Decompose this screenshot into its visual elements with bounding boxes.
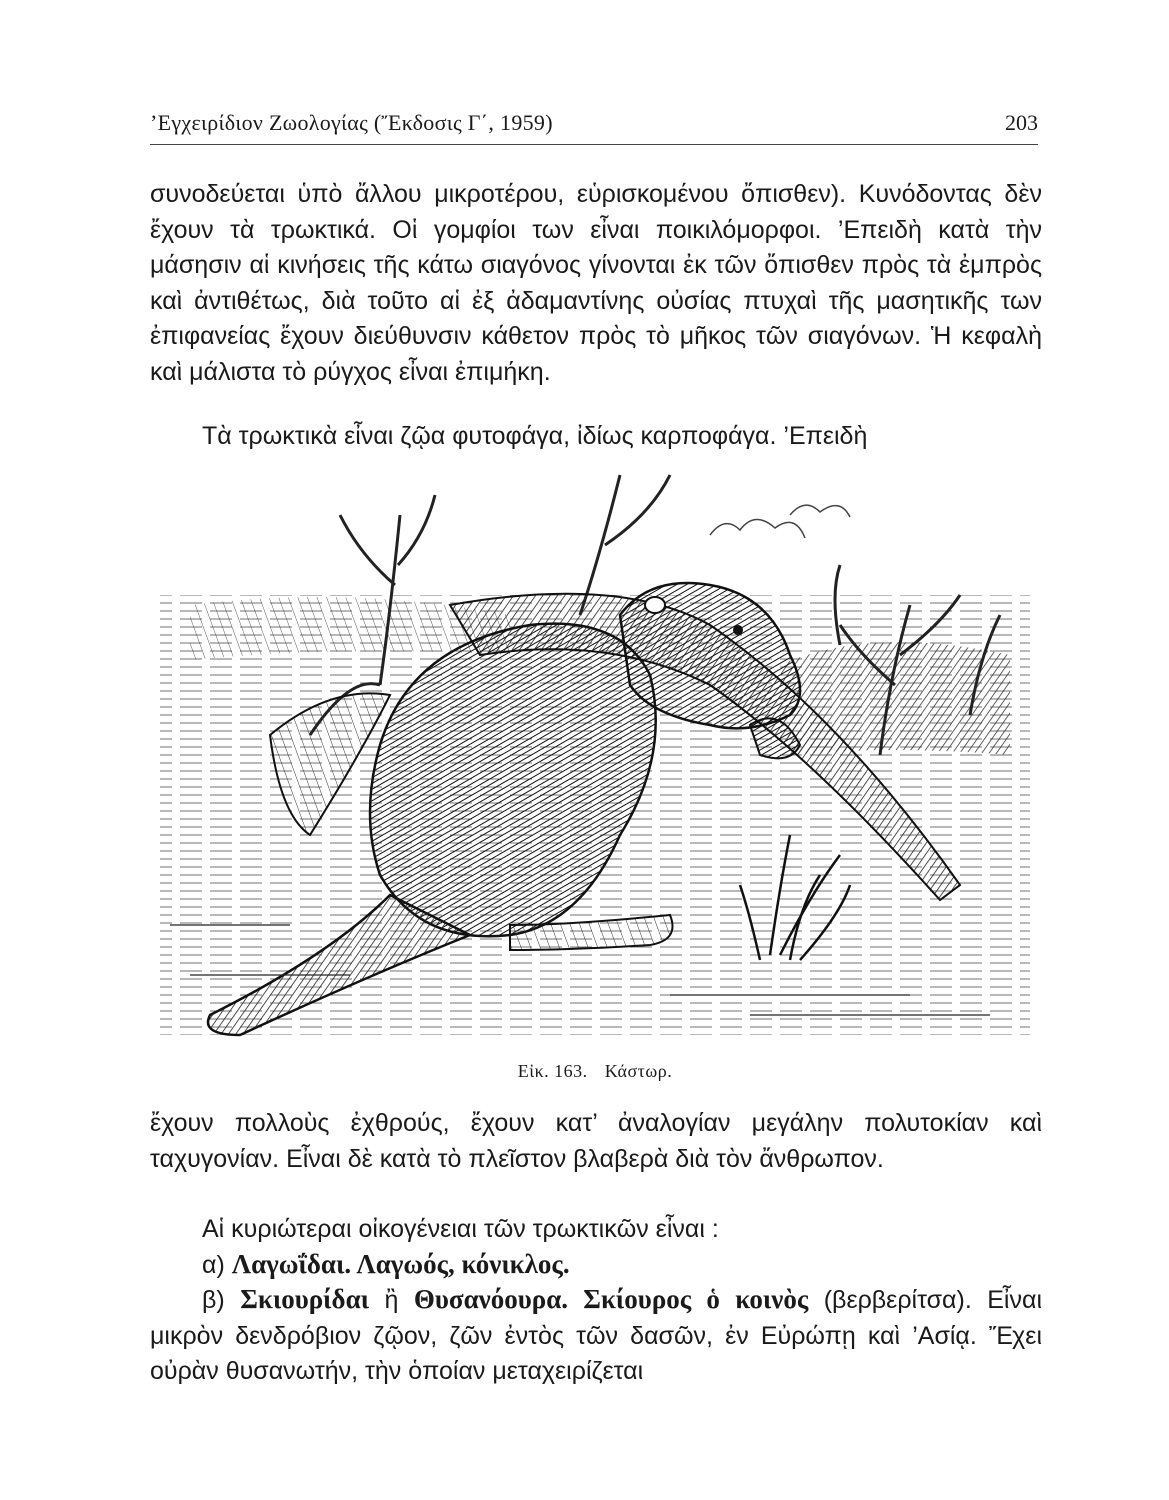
figure-caption xyxy=(150,1061,1040,1082)
family-a xyxy=(150,1247,1042,1284)
family-b-description: (βερβερίτσα). Εἶναι μικρὸν δενδρόβιον ζῷον, ζῶν ἐντὸς τῶν δασῶν, ἐν Εὐρώπῃ καὶ ’Ασίᾳ. Ἔχει οὐρὰν θυσανωτήν, τὴν ὁποίαν μεταχειρίζεται xyxy=(150,1286,1042,1385)
page-header xyxy=(150,104,1038,145)
page-number: 203 xyxy=(1005,110,1038,135)
family-a-marker: α) xyxy=(202,1251,225,1279)
family-b-name-alt: Θυσανόουρα. Σκίουρος ὁ κοινὸς xyxy=(413,1284,809,1314)
paragraph-families-intro: Αἱ κυριώτεραι οἰκογένειαι τῶν τρωκτικῶν εἶναι : xyxy=(202,1215,719,1243)
family-b-name: Σκιουρίδαι xyxy=(240,1284,370,1314)
figure-caption-text: Κάστωρ. xyxy=(604,1061,673,1081)
paragraph-enemies: ἔχουν πολλοὺς ἐχθρούς, ἔχουν κατ’ ἀναλογίαν μεγάλην πολυτοκίαν καὶ ταχυγονίαν. Εἶναι δὲ κατὰ τὸ πλεῖστον βλαβερὰ διὰ τὸν ἄνθρωπον. xyxy=(150,1109,1042,1173)
paragraph-diet: Τὰ τρωκτικὰ εἶναι ζῷα φυτοφάγα, ἰδίως καρποφάγα. ’Επειδὴ xyxy=(202,422,868,450)
family-b-marker: β) xyxy=(202,1286,225,1314)
family-b-connector: ἢ xyxy=(384,1286,399,1314)
family-b xyxy=(150,1282,1042,1390)
paragraph-teeth: συνοδεύεται ὑπὸ ἄλλου μικροτέρου, εὑρισκομένου ὄπισθεν). Κυνόδοντας δὲν ἔχουν τὰ τρωκτικά. Οἱ γομφίοι των εἶναι ποικιλόμορφοι. ’Επειδὴ κατὰ τὴν μάσησιν αἱ κινήσεις τῆς κάτω σιαγόνος γίνονται ἐκ τῶν ὄπισθεν πρὸς τὰ ἐμπρὸς καὶ ἀντιθέτως, διὰ τοῦτο αἱ ἐξ ἀδαμαντίνης οὐσίας πτυχαὶ τῆς μασητικῆς των ἐπιφανείας ἔχουν διεύθυνσιν κάθετον πρὸς τὸ μῆκος τῶν σιαγόνων. Ἡ κεφαλὴ καὶ μάλιστα τὸ ρύγχος εἶναι ἐπιμήκη. xyxy=(150,180,1042,386)
running-title: ’Εγχειρίδιον Ζωολογίας (Ἔκδοσις Γ΄, 1959) xyxy=(150,110,553,135)
figure-label: Εἰκ. 163. xyxy=(517,1061,588,1081)
beaver-illustration xyxy=(150,455,1040,1055)
family-a-name: Λαγωΐδαι. Λαγωός, κόνικλος. xyxy=(231,1249,570,1279)
